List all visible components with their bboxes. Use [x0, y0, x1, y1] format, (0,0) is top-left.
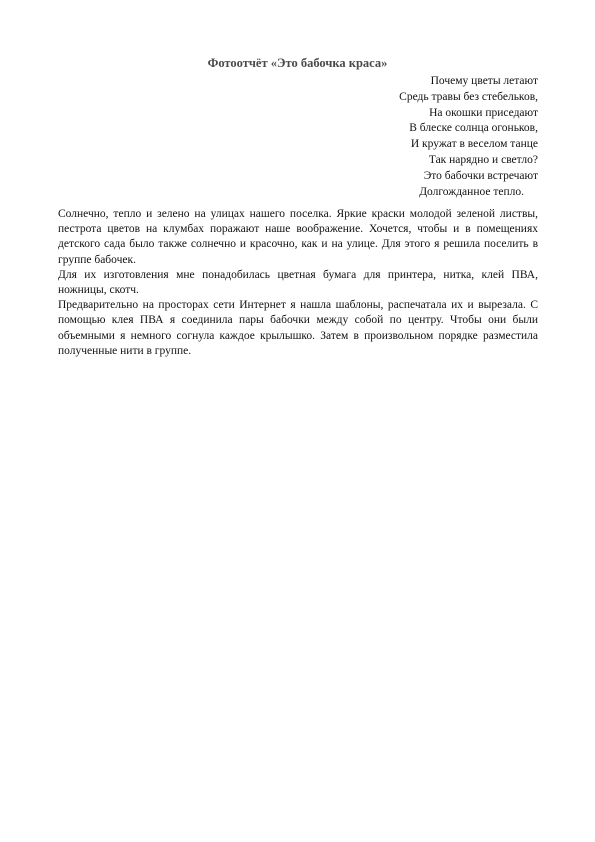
- poem-line: На окошки приседают: [429, 106, 538, 119]
- body-paragraph: Предварительно на просторах сети Интернет я нашла шаблоны, распечатала их и вырезала. С помощью клея ПВА я соединила пары бабочки между собой по центру. Чтобы они были объемными я немного согнула каждое крылышко. Затем в произвольном порядке разместила полученные нити в группе.: [58, 299, 538, 357]
- report-body: [58, 207, 538, 359]
- poem-line: Долгожданное тепло.: [419, 185, 524, 198]
- poem-line: Средь травы без стебельков,: [399, 90, 538, 103]
- document-title: Фотоотчёт «Это бабочка краса»: [207, 56, 388, 70]
- body-paragraph: Солнечно, тепло и зелено на улицах нашего поселка. Яркие краски молодой зеленой листвы, пестрота цветов на клумбах поражают наше воображение. Хочется, чтобы и в помещениях детского сада было также солнечно и красочно, как и на улице. Для этого я решила поселить в группе бабочек.: [58, 208, 538, 266]
- poem-line: Почему цветы летают: [430, 75, 538, 87]
- poem-line: Так нарядно и светло?: [428, 153, 538, 166]
- poem-epigraph: [338, 74, 538, 200]
- body-paragraph: Для их изготовления мне понадобилась цветная бумага для принтера, нитка, клей ПВА, ножницы, скотч.: [58, 268, 538, 297]
- poem-line: Это бабочки встречают: [423, 169, 538, 182]
- poem-line: И кружат в веселом танце: [410, 138, 538, 151]
- poem-line: В блеске солнца огоньков,: [409, 122, 538, 135]
